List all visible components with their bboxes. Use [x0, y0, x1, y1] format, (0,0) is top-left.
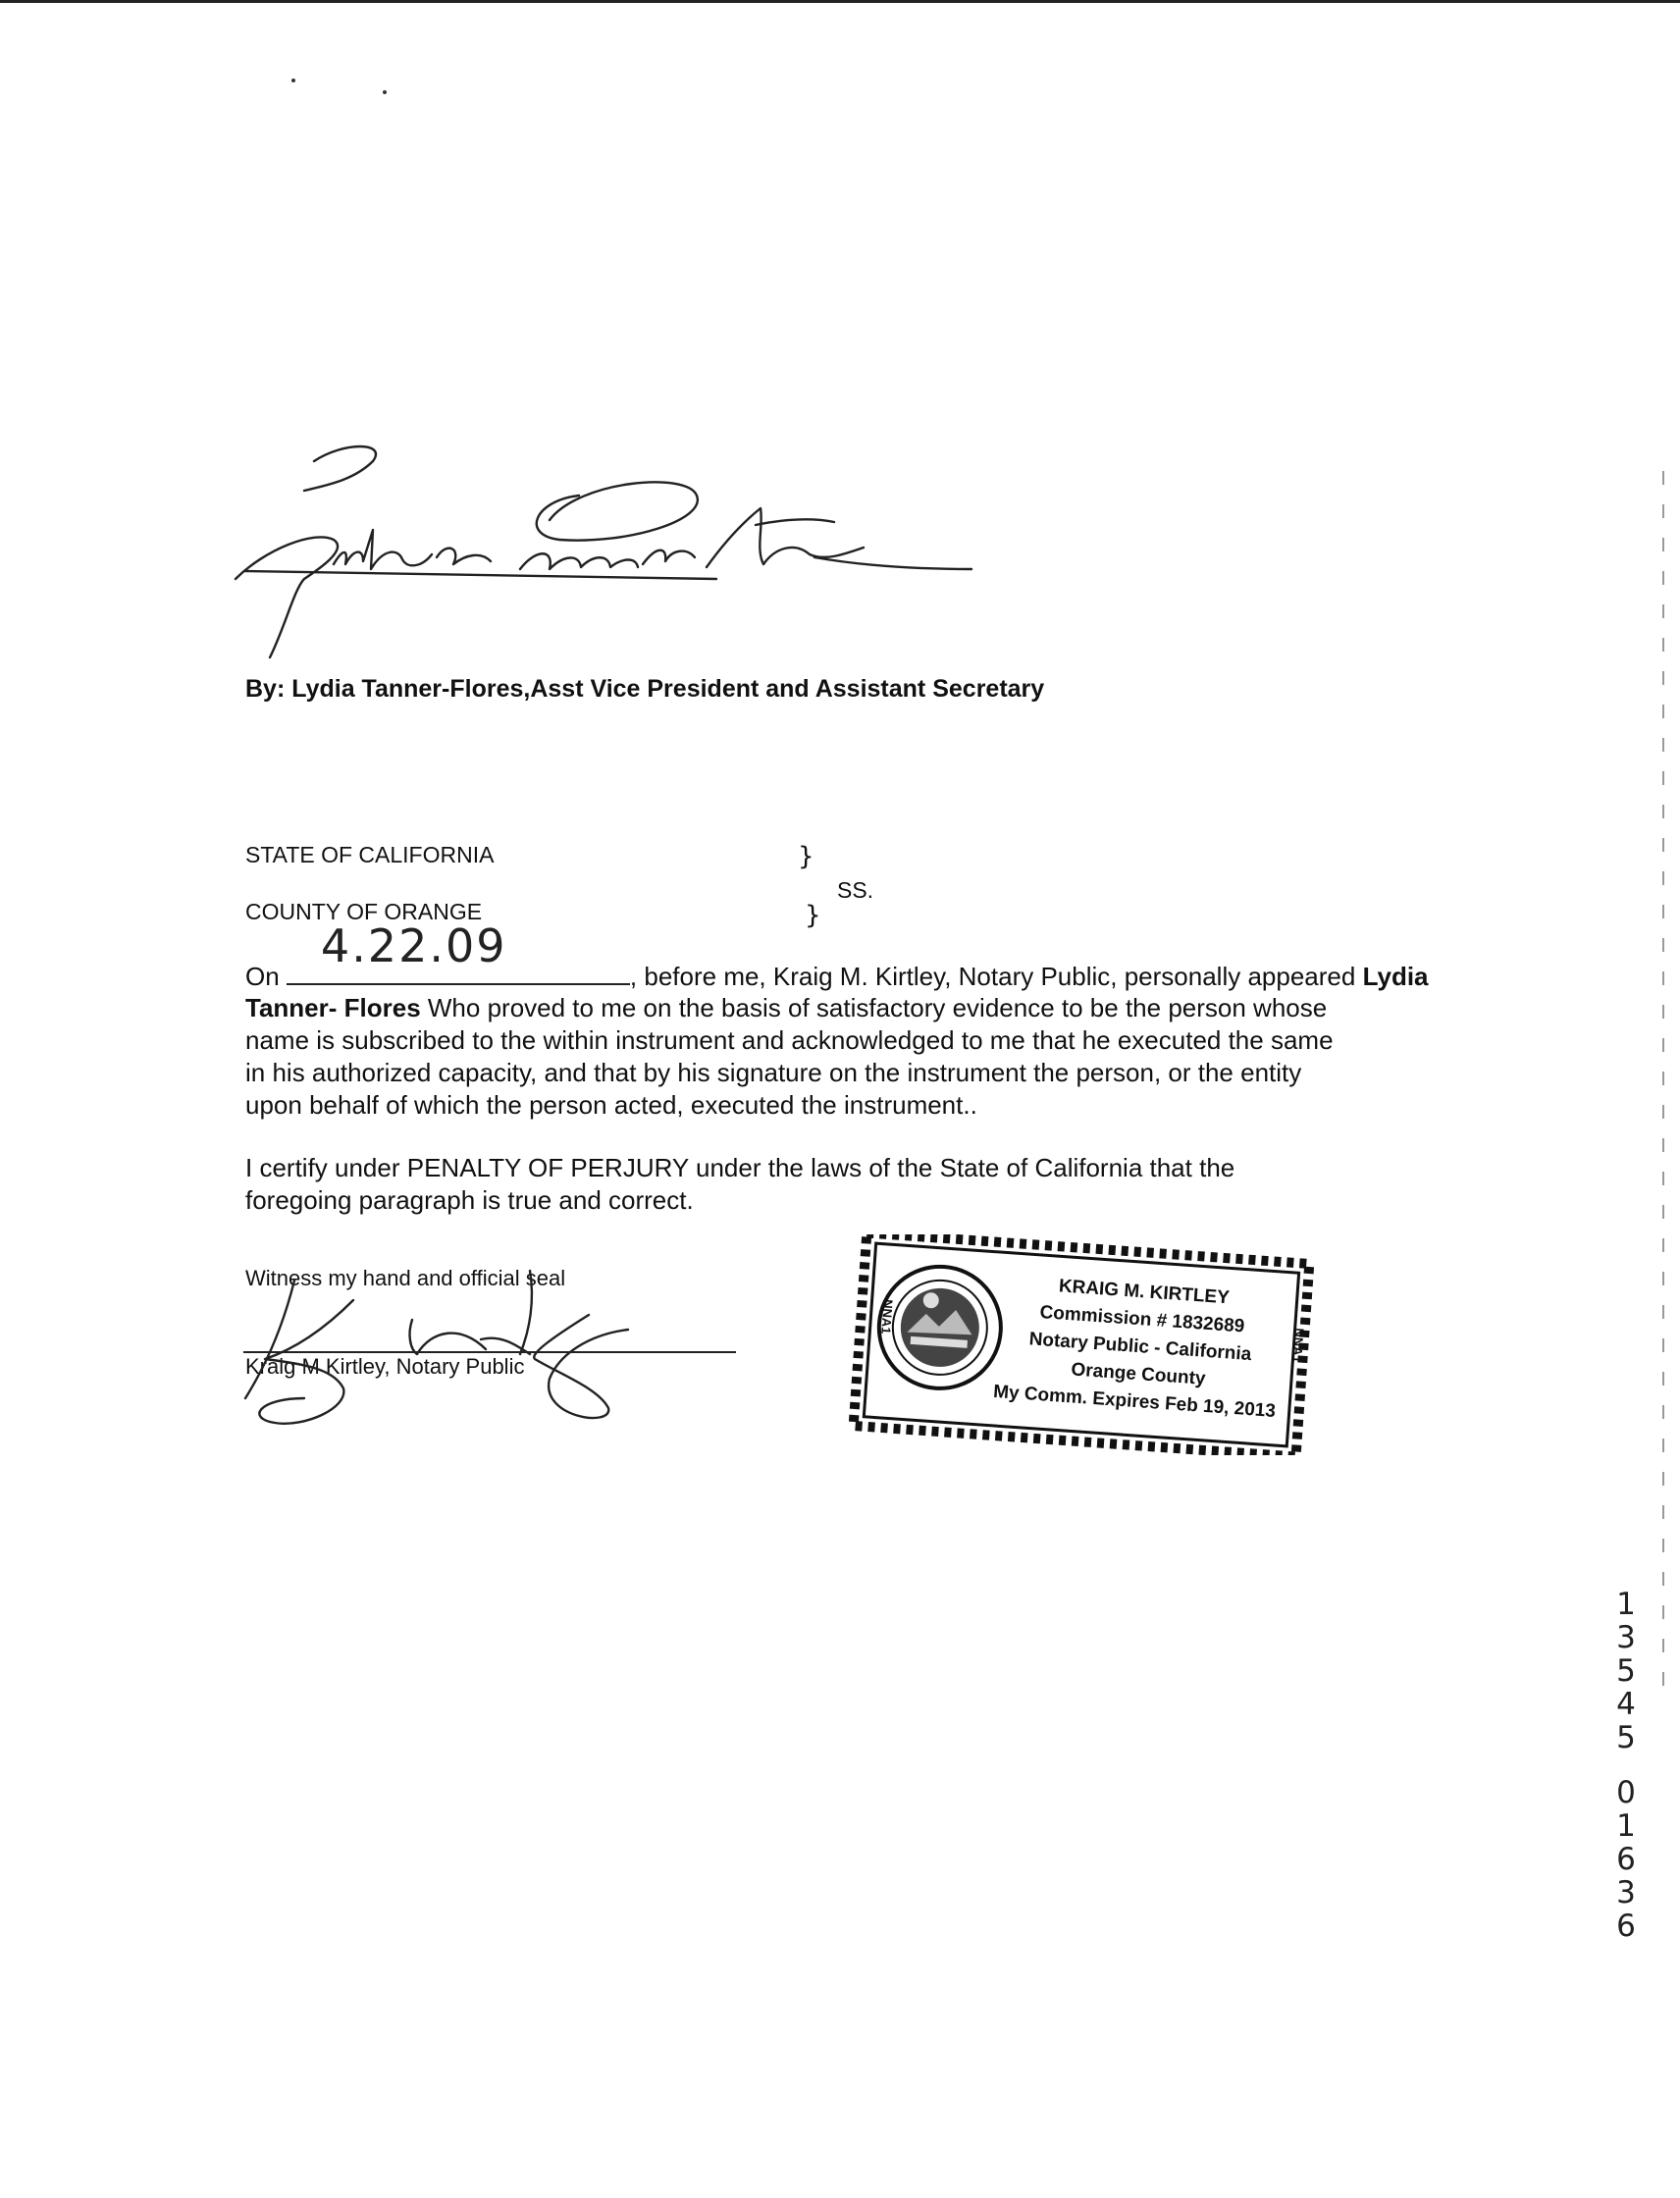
- scan-top-edge: [0, 0, 1680, 3]
- handwritten-date: 4.22.09: [320, 919, 507, 972]
- signatory-by-line: By: Lydia Tanner-Flores,Asst Vice President and Assistant Secretary: [245, 675, 1045, 703]
- scan-speck: [383, 90, 387, 94]
- scan-speck: [291, 78, 295, 82]
- bates-digit: 6: [1616, 1842, 1636, 1877]
- bates-digit: 5: [1616, 1653, 1636, 1689]
- bates-digit: 5: [1616, 1720, 1636, 1755]
- stamp-county: Orange County: [1070, 1359, 1207, 1389]
- perjury-certification: [245, 1152, 1364, 1217]
- venue-ss: SS.: [837, 877, 874, 903]
- appearing-name-last: Tanner- Flores: [245, 993, 421, 1022]
- date-blank: [287, 919, 630, 985]
- venue-county: COUNTY OF ORANGE: [245, 899, 483, 924]
- stamp-commission: Commission # 1832689: [1038, 1301, 1245, 1337]
- certification-line-1: I certify under PENALTY OF PERJURY under the laws of the State of California that the: [245, 1153, 1235, 1182]
- acknowledgment-line-1: , before me, Kraig M. Kirtley, Notary Public, personally appeared: [629, 962, 1356, 991]
- bates-gap: [1614, 1754, 1638, 1776]
- bates-digit: 1: [1616, 1587, 1636, 1622]
- acknowledgment-paragraph: [245, 919, 1433, 1122]
- notary-stamp: [846, 1234, 1317, 1455]
- scan-margin-marks: [1662, 471, 1664, 1698]
- appearing-name-first: Lydia: [1362, 962, 1429, 991]
- acknowledgment-line-3: name is subscribed to the within instrument and acknowledged to me that he executed the same: [245, 1025, 1334, 1055]
- acknowledgment-line-5: upon behalf of which the person acted, executed the instrument..: [245, 1090, 977, 1120]
- stamp-notary-name: KRAIG M. KIRTLEY: [1058, 1276, 1231, 1309]
- bates-number: [1614, 1588, 1638, 1943]
- venue-state: STATE OF CALIFORNIA: [245, 842, 495, 867]
- signatory-signature: [226, 432, 991, 667]
- bates-digit: 0: [1616, 1775, 1636, 1810]
- stamp-side-code-right: NNA1: [1289, 1327, 1307, 1364]
- acknowledgment-line-2: Who proved to me on the basis of satisfactory evidence to be the person whose: [420, 993, 1328, 1022]
- acknowledgment-line-4: in his authorized capacity, and that by his signature on the instrument the person, or the entity: [245, 1058, 1302, 1087]
- notary-signature: [236, 1261, 746, 1438]
- bates-digit: 1: [1616, 1808, 1636, 1844]
- venue-brace-top: }: [798, 842, 814, 871]
- witness-statement: Witness my hand and official seal: [245, 1266, 566, 1290]
- notary-name-title: Kraig M Kirtley, Notary Public: [245, 1354, 525, 1379]
- stamp-side-code-left: NNA1: [878, 1298, 896, 1335]
- bates-digit: 4: [1616, 1687, 1636, 1722]
- stamp-expiration: My Comm. Expires Feb 19, 2013: [992, 1381, 1277, 1422]
- on-label: On: [245, 962, 280, 991]
- bates-digit: 3: [1616, 1875, 1636, 1910]
- stamp-title: Notary Public - California: [1028, 1329, 1252, 1366]
- bates-digit: 3: [1616, 1620, 1636, 1655]
- venue-brace-bottom: }: [805, 901, 821, 930]
- certification-line-2: foregoing paragraph is true and correct.: [245, 1185, 694, 1215]
- bates-digit: 6: [1616, 1909, 1636, 1944]
